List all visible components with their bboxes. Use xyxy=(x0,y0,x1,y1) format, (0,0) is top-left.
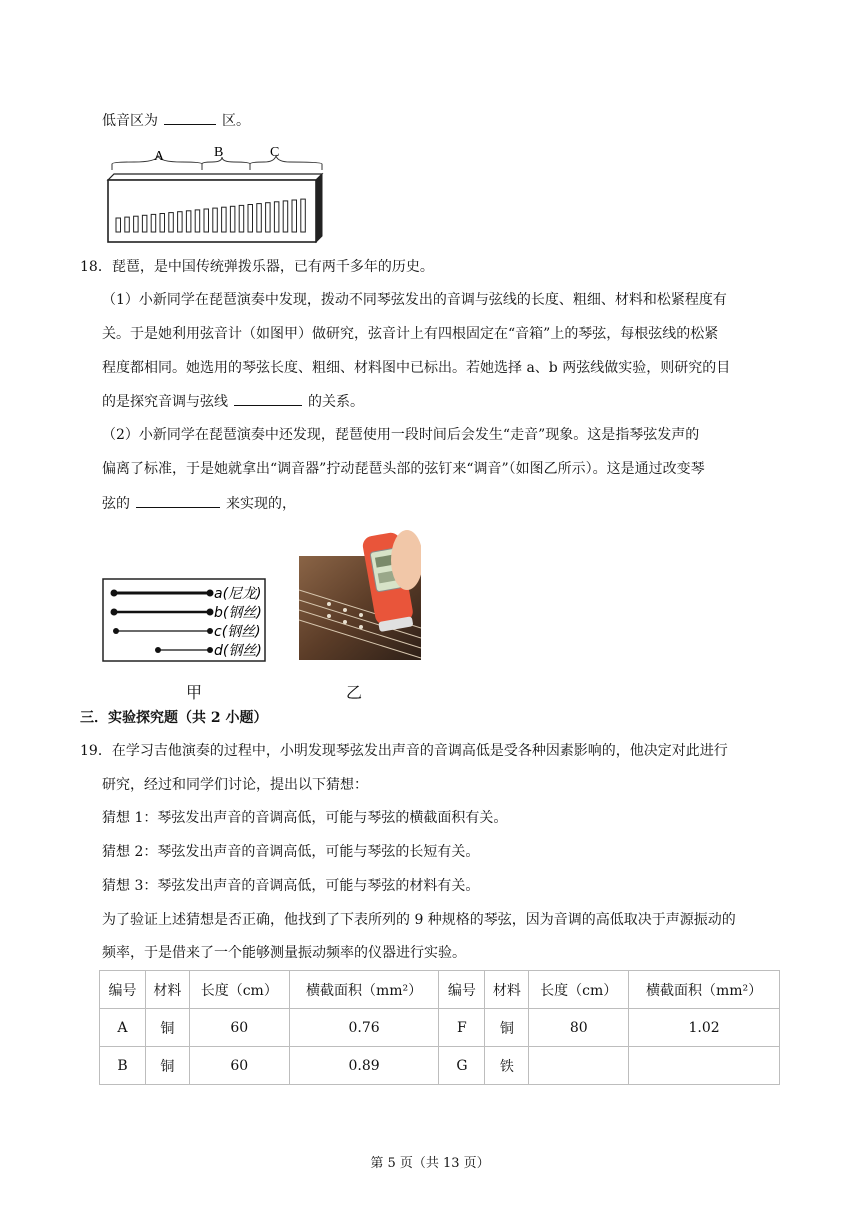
key-slot xyxy=(125,217,130,232)
key-slot xyxy=(169,213,174,232)
table-cell: 铜 xyxy=(145,1047,189,1085)
q18-p2-prefix: 弦的 xyxy=(102,496,130,512)
figure-jia-caption: 甲 xyxy=(186,683,203,702)
key-slot xyxy=(160,214,165,233)
string-label-b: b(钢丝) xyxy=(214,605,262,621)
table-cell: 80 xyxy=(529,1009,629,1047)
header-cell: 横截面积（mm²） xyxy=(289,971,439,1009)
key-slot xyxy=(274,202,279,232)
table-cell: A xyxy=(100,1009,146,1047)
key-slot xyxy=(266,203,271,232)
key-slot xyxy=(283,201,288,232)
table-cell: 铜 xyxy=(485,1009,529,1047)
q18-p2-suffix: 来实现的， xyxy=(226,496,296,512)
q18-p2-line2: 偏离了标准，于是她就拿出“调音器”拧动琵琶头部的弦钉来“调音”（如图乙所示）。这是通过改变琴 xyxy=(102,461,705,477)
key-slot xyxy=(142,215,147,232)
label-b: B xyxy=(214,145,224,160)
table-cell xyxy=(629,1047,780,1085)
table-cell: F xyxy=(439,1009,485,1047)
q19-line2: 研究，经过和同学们讨论，提出以下猜想： xyxy=(102,777,368,793)
header-cell: 编号 xyxy=(100,971,146,1009)
string-label-c: c(钢丝) xyxy=(214,624,261,640)
q18-p2-line3 xyxy=(102,493,296,514)
table-cell: 铜 xyxy=(145,1009,189,1047)
header-cell: 材料 xyxy=(145,971,189,1009)
label-a: A xyxy=(154,149,165,164)
q18-stem: 18．琵琶，是中国传统弹拨乐器，已有两千多年的历史。 xyxy=(80,259,434,275)
key-slot xyxy=(292,200,297,232)
q18-p1-line4 xyxy=(102,391,364,412)
table-cell: 0.76 xyxy=(289,1009,439,1047)
table-cell: 0.89 xyxy=(289,1047,439,1085)
string-label-a: a(尼龙) xyxy=(214,586,262,602)
q19-line1: 19．在学习吉他演奏的过程中，小明发现琴弦发出声音的音调高低是受各种因素影响的，他决定对此进行 xyxy=(80,743,728,759)
q18-p1-suffix: 的关系。 xyxy=(308,394,364,410)
figure-yi-caption: 乙 xyxy=(346,683,363,702)
q19-guess2: 猜想 2：琴弦发出声音的音调高低，可能与琴弦的长短有关。 xyxy=(102,844,480,860)
brace-b xyxy=(202,157,250,170)
string-spec-table xyxy=(99,970,780,1085)
label-c: C xyxy=(270,145,280,160)
answer-line-low-range xyxy=(102,110,250,131)
q19-guess1: 猜想 1：琴弦发出声音的音调高低，可能与琴弦的横截面积有关。 xyxy=(102,810,508,826)
string-label-d: d(钢丝) xyxy=(214,643,262,659)
page-footer: 第 5 页（共 13 页） xyxy=(370,1156,490,1171)
table-header-row xyxy=(100,971,780,1009)
key-slot xyxy=(213,208,218,232)
q19-guess3: 猜想 3：琴弦发出声音的音调高低，可能与琴弦的材料有关。 xyxy=(102,878,480,894)
table-cell xyxy=(529,1047,629,1085)
key-slot xyxy=(230,206,235,232)
key-slot xyxy=(257,204,262,232)
answer-blank xyxy=(164,110,216,125)
table-cell: B xyxy=(100,1047,146,1085)
header-cell: 横截面积（mm²） xyxy=(629,971,780,1009)
key-slot xyxy=(301,199,306,232)
q19-line3: 为了验证上述猜想是否正确，他找到了下表所列的 9 种规格的琴弦，因为音调的高低取决于声源振动的 xyxy=(102,912,736,928)
table-row xyxy=(100,1009,780,1047)
brace-c xyxy=(250,156,322,170)
key-slot xyxy=(151,214,156,232)
header-cell: 长度（cm） xyxy=(529,971,629,1009)
answer-blank xyxy=(234,391,302,406)
table-row xyxy=(100,1047,780,1085)
header-cell: 编号 xyxy=(439,971,485,1009)
table-cell: G xyxy=(439,1047,485,1085)
keyboard-figure xyxy=(104,140,328,244)
q18-p2-line1: （2）小新同学在琵琶演奏中还发现，琵琶使用一段时间后会发生“走音”现象。这是指琴弦发声的 xyxy=(102,427,700,443)
header-cell: 材料 xyxy=(485,971,529,1009)
key-slot xyxy=(134,216,139,232)
q18-p1-line3: 程度都相同。她选用的琴弦长度、粗细、材料图中已标出。若她选择 a、b 两弦线做实验，则研究的目 xyxy=(102,360,731,376)
low-range-prefix: 低音区为 xyxy=(102,113,158,129)
figure-yi-tuner-photo xyxy=(299,520,421,660)
q19-line4: 频率，于是借来了一个能够测量振动频率的仪器进行实验。 xyxy=(102,945,466,961)
q18-p1-prefix: 的是探究音调与弦线 xyxy=(102,394,228,410)
low-range-suffix: 区。 xyxy=(222,113,250,129)
figure-jia-string-meter xyxy=(102,578,268,664)
q18-p1-line2: 关。于是她利用弦音计（如图甲）做研究，弦音计上有四根固定在“音箱”上的琴弦，每根弦线的松紧 xyxy=(102,326,719,342)
table-cell: 60 xyxy=(189,1047,289,1085)
key-slot xyxy=(178,212,183,232)
key-slot xyxy=(204,209,209,232)
section-title: 三．实验探究题（共 2 小题） xyxy=(80,710,268,726)
answer-blank xyxy=(136,493,220,508)
table-cell: 1.02 xyxy=(629,1009,780,1047)
key-slot xyxy=(239,205,244,232)
key-slot xyxy=(186,211,191,232)
key-slot xyxy=(195,210,200,232)
key-slot xyxy=(222,207,227,232)
table-cell: 60 xyxy=(189,1009,289,1047)
key-slot xyxy=(248,205,253,233)
key-slot xyxy=(116,218,121,232)
table-cell: 铁 xyxy=(485,1047,529,1085)
header-cell: 长度（cm） xyxy=(189,971,289,1009)
q18-p1-line1: （1）小新同学在琵琶演奏中发现，拨动不同琴弦发出的音调与弦线的长度、粗细、材料和松紧程度有 xyxy=(102,292,727,308)
